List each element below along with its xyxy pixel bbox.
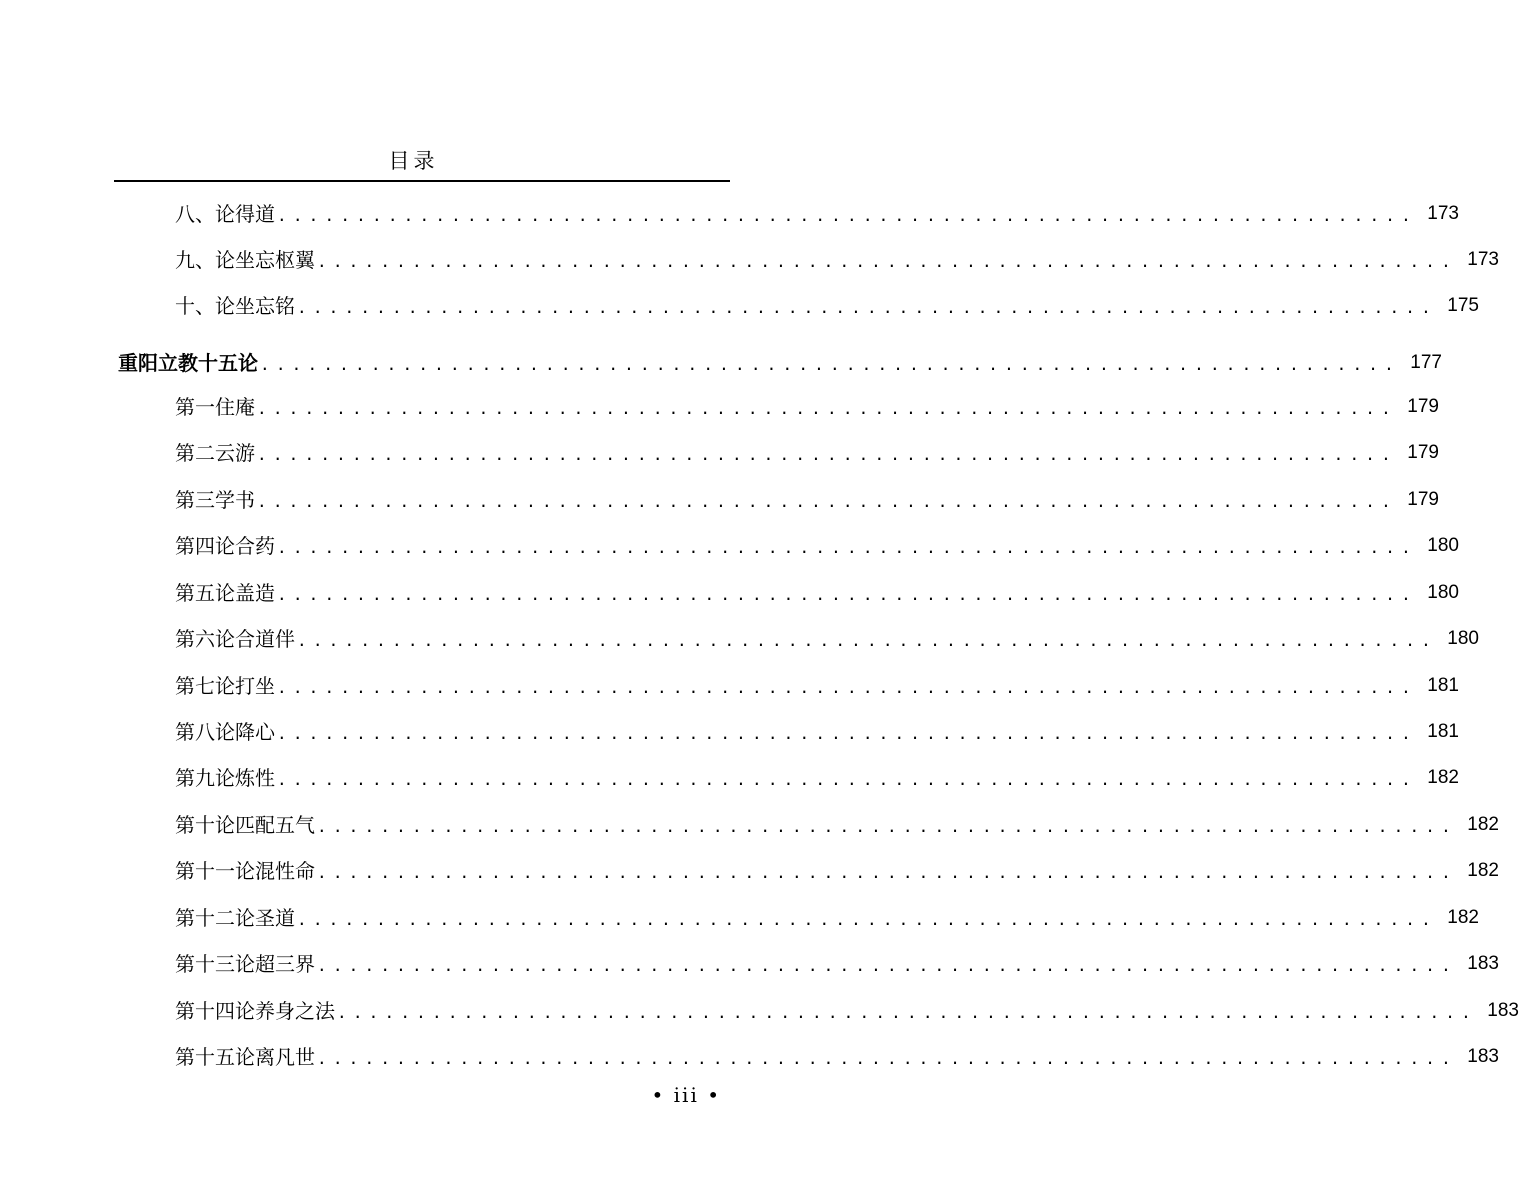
- toc-entry-title: 第四论合药: [175, 534, 275, 558]
- toc-entry: [175, 390, 1439, 420]
- toc-entry: [175, 761, 1459, 791]
- toc-entry: [175, 994, 1519, 1024]
- dot-leader: ........................................................................: [317, 1049, 1457, 1068]
- toc-entry: [175, 901, 1479, 931]
- toc-entry-page: 182: [1467, 860, 1499, 881]
- toc-entry: [175, 715, 1459, 745]
- toc-entry-page: 180: [1447, 628, 1479, 649]
- toc-entry-page: 179: [1407, 396, 1439, 417]
- toc-entry-title: 第十五论离凡世: [175, 1045, 315, 1069]
- toc-entry-title: 第十二论圣道: [175, 906, 295, 930]
- toc-entry-page: 175: [1447, 295, 1479, 316]
- toc-entry-title: 第三学书: [175, 488, 255, 512]
- toc-entry: [175, 1040, 1499, 1070]
- toc-entry-title: 十、论坐忘铭: [175, 294, 295, 318]
- dot-leader: ........................................................................: [317, 956, 1457, 975]
- toc-entry: [175, 436, 1439, 466]
- dot-leader: ........................................................................: [260, 355, 1400, 374]
- dot-leader: ........................................................................: [317, 863, 1457, 882]
- toc-entry: [175, 529, 1459, 559]
- running-header-title: 目录: [388, 149, 439, 173]
- toc-entry: [175, 289, 1479, 319]
- toc-entry-title: 第十一论混性命: [175, 859, 315, 883]
- toc-entry-title: 第九论炼性: [175, 766, 275, 790]
- toc-entry-page: 179: [1407, 442, 1439, 463]
- toc-section-heading: [118, 346, 1442, 376]
- toc-entry-title: 第七论打坐: [175, 674, 275, 698]
- toc-entry-page: 182: [1467, 814, 1499, 835]
- toc-entry-title: 重阳立教十五论: [118, 351, 258, 375]
- toc-entry-title: 第十四论养身之法: [175, 999, 335, 1023]
- toc-entry-page: 183: [1467, 1046, 1499, 1067]
- dot-leader: ........................................................................: [317, 817, 1457, 836]
- dot-leader: ........................................................................: [277, 585, 1417, 604]
- toc-entry-page: 179: [1407, 489, 1439, 510]
- toc-entry-title: 九、论坐忘枢翼: [175, 248, 315, 272]
- page-number: • iii •: [651, 1083, 721, 1107]
- toc-entry: [175, 576, 1459, 606]
- toc-entry-page: 181: [1427, 721, 1459, 742]
- dot-leader: ........................................................................: [337, 1003, 1477, 1022]
- toc-entry-page: 173: [1467, 249, 1499, 270]
- dot-leader: ........................................................................: [317, 252, 1457, 271]
- toc-entry-page: 180: [1427, 535, 1459, 556]
- toc-entry-page: 182: [1447, 907, 1479, 928]
- dot-leader: ........................................................................: [297, 298, 1437, 317]
- toc-entry-title: 八、论得道: [175, 202, 275, 226]
- dot-leader: ........................................................................: [277, 678, 1417, 697]
- toc-entry-title: 第五论盖造: [175, 581, 275, 605]
- dot-leader: ........................................................................: [277, 724, 1417, 743]
- dot-leader: ........................................................................: [257, 492, 1397, 511]
- toc-entry-page: 182: [1427, 767, 1459, 788]
- toc-entry-page: 183: [1487, 1000, 1519, 1021]
- toc-entry-title: 第一住庵: [175, 395, 255, 419]
- dot-leader: ........................................................................: [297, 910, 1437, 929]
- toc-entry-page: 177: [1410, 352, 1442, 373]
- toc-entry-title: 第十三论超三界: [175, 952, 315, 976]
- dot-leader: ........................................................................: [257, 445, 1397, 464]
- dot-leader: ........................................................................: [277, 538, 1417, 557]
- toc-entry: [175, 808, 1499, 838]
- toc-entry-page: 181: [1427, 675, 1459, 696]
- toc-entry-page: 173: [1427, 203, 1459, 224]
- dot-leader: ........................................................................: [297, 631, 1437, 650]
- toc-entry: [175, 669, 1459, 699]
- dot-leader: ........................................................................: [257, 399, 1397, 418]
- toc-entry-title: 第六论合道伴: [175, 627, 295, 651]
- toc-entry: [175, 197, 1459, 227]
- toc-entry: [175, 622, 1479, 652]
- toc-entry: [175, 947, 1499, 977]
- dot-leader: ........................................................................: [277, 770, 1417, 789]
- toc-entry: [175, 483, 1439, 513]
- toc-entry-title: 第十论匹配五气: [175, 813, 315, 837]
- toc-entry-page: 183: [1467, 953, 1499, 974]
- toc-entry: [175, 854, 1499, 884]
- toc-entry: [175, 243, 1499, 273]
- toc-entry-page: 180: [1427, 582, 1459, 603]
- toc-entry-title: 第八论降心: [175, 720, 275, 744]
- dot-leader: ........................................................................: [277, 206, 1417, 225]
- toc-entry-title: 第二云游: [175, 441, 255, 465]
